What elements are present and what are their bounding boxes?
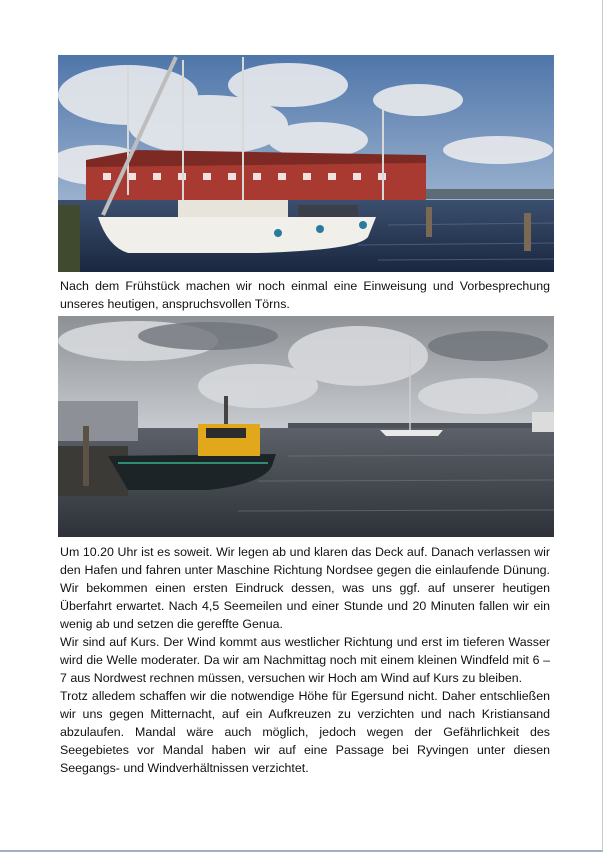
paragraph: Wir sind auf Kurs. Der Wind kommt aus westlicher Richtung und erst im tieferen Wasser wird die Welle moderater. Da wir am Nachmittag noch mit einem kleinen Windfeld mit 6 – 7 aus Nordwest rechnen müssen, versuchen wir Hoch am Wind auf Kurs zu bleiben. <box>60 635 550 685</box>
paragraph: Um 10.20 Uhr ist es soweit. Wir legen ab und klaren das Deck auf. Danach verlassen wir den Hafen und fahren unter Maschine Richtung Nordsee gegen die einlaufende Dünung. Wir bekommen einen ersten Eindruck dessen, was uns ggf. auf unserer heutigen Überfahrt erwartet. Nach 4,5 Seemeilen und einer Stunde und 20 Minuten fallen wir ein wenig ab und setzen die gereffte Genua. <box>60 545 550 631</box>
pilot-boat-photo <box>58 316 554 537</box>
harbor-sailboat-photo <box>58 55 554 272</box>
body-text <box>60 543 550 777</box>
photo1-caption: Nach dem Frühstück machen wir noch einmal eine Einweisung und Vorbesprechung unseres heutigen, anspruchsvollen Törns. <box>60 279 550 311</box>
paragraph: Trotz alledem schaffen wir die notwendige Höhe für Egersund nicht. Daher entschließen wir uns gegen Mitternacht, auf ein Aufkreuzen zu verzichten und nach Kristiansand abzulaufen. Mandal wäre auch möglich, jedoch wegen der Gefährlichkeit des Seegebietes vor Mandal haben wir auf eine Passage bei Ryvingen unter diesen Seegangs- und Windverhältnissen verzichtet. <box>60 689 550 775</box>
